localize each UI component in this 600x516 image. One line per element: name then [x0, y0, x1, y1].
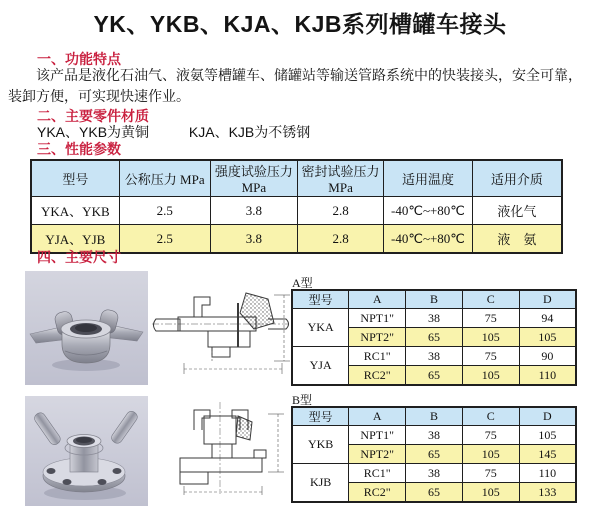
header-cell-d: D [519, 290, 576, 309]
cell: 38 [406, 426, 463, 445]
performance-table [30, 159, 563, 254]
page-title: YK、YKB、KJA、KJB系列槽罐车接头 [93, 11, 507, 37]
coupling-section-drawing-b-image [158, 400, 286, 496]
cell: 2.5 [119, 197, 210, 225]
cell: NPT2" [349, 328, 406, 347]
cell: 90 [519, 347, 576, 366]
cell: 105 [462, 483, 519, 503]
coupling-section-drawing-a [150, 283, 292, 375]
cam-coupling-photo-image [25, 271, 148, 385]
cell: 94 [519, 309, 576, 328]
cell: 110 [519, 366, 576, 386]
table-row [292, 464, 576, 483]
dim-table-b [291, 406, 577, 503]
cell: RC2" [349, 366, 406, 386]
cam-coupling-photo [25, 271, 148, 385]
section-dimensions-heading: 四、主要尺寸 [37, 249, 121, 265]
model-cell: KJB [292, 464, 349, 503]
cell: 65 [406, 328, 463, 347]
header-cell-model: 型号 [31, 160, 119, 197]
dim-table-a [291, 289, 577, 386]
cell: NPT1" [349, 426, 406, 445]
coupling-section-drawing-a-image [150, 283, 292, 375]
header-cell-c: C [462, 407, 519, 426]
cell: 75 [462, 464, 519, 483]
cell: -40℃~+80℃ [384, 197, 473, 225]
section-performance-heading: 三、性能参数 [37, 141, 121, 157]
cell: YKA、YKB [31, 197, 119, 225]
header-cell-a: A [349, 290, 406, 309]
model-cell: YKB [292, 426, 349, 464]
header-cell-temperature: 适用温度 [384, 160, 473, 197]
header-cell-medium: 适用介质 [472, 160, 562, 197]
performance-table-header [31, 160, 562, 197]
cell: RC1" [349, 464, 406, 483]
header-cell-nominal-pressure: 公称压力 MPa [119, 160, 210, 197]
cell: 38 [406, 464, 463, 483]
section-materials-heading: 二、主要零件材质 [37, 108, 149, 124]
cell: 75 [462, 309, 519, 328]
table-row [292, 426, 576, 445]
cell: RC1" [349, 347, 406, 366]
coupling-section-drawing-b [158, 400, 286, 496]
cell: 75 [462, 347, 519, 366]
cell: 110 [519, 464, 576, 483]
section-features-heading: 一、功能特点 [37, 51, 121, 67]
cell: 3.8 [210, 225, 297, 254]
model-cell: YKA [292, 309, 349, 347]
header-cell-strength-pressure: 强度试验压力MPa [210, 160, 297, 197]
table-row [292, 309, 576, 328]
cell: 105 [519, 426, 576, 445]
model-cell: YJA [292, 347, 349, 386]
cell: 105 [462, 366, 519, 386]
cell: 2.8 [297, 197, 383, 225]
cell: NPT2" [349, 445, 406, 464]
cell: 液 氨 [472, 225, 562, 254]
cell: 145 [519, 445, 576, 464]
table-row [292, 347, 576, 366]
dim-table-b-label: B型 [292, 393, 313, 407]
header-cell-b: B [406, 290, 463, 309]
cell: -40℃~+80℃ [384, 225, 473, 254]
cell: 38 [406, 347, 463, 366]
header-cell-model: 型号 [292, 290, 349, 309]
header-cell-model: 型号 [292, 407, 349, 426]
cell: 65 [406, 483, 463, 503]
header-cell-a: A [349, 407, 406, 426]
cell: 105 [519, 328, 576, 347]
cell: 38 [406, 309, 463, 328]
table-row [31, 197, 562, 225]
cell: 3.8 [210, 197, 297, 225]
header-cell-b: B [406, 407, 463, 426]
header-cell-d: D [519, 407, 576, 426]
header-cell-seal-pressure: 密封试验压力MPa [297, 160, 383, 197]
section-features-body: 该产品是液化石油气、液氨等槽罐车、储罐站等输送管路系统中的快装接头，安全可靠，装卸方便，可实现快速作业。 [8, 67, 582, 104]
flanged-coupling-photo-image [25, 396, 148, 506]
cell: 75 [462, 426, 519, 445]
cell: 液化气 [472, 197, 562, 225]
cell: NPT1" [349, 309, 406, 328]
cell: 2.8 [297, 225, 383, 254]
cell: 133 [519, 483, 576, 503]
dim-table-a-label: A型 [292, 276, 313, 290]
cell: 105 [462, 445, 519, 464]
cell: 2.5 [119, 225, 210, 254]
cell: 65 [406, 445, 463, 464]
flanged-coupling-photo [25, 396, 148, 506]
material-stainless-text: KJA、KJB为不锈钢 [188, 124, 311, 140]
cell: 105 [462, 328, 519, 347]
cell: RC2" [349, 483, 406, 503]
cell: 65 [406, 366, 463, 386]
cell: YJA、YJB [31, 225, 119, 254]
header-cell-c: C [462, 290, 519, 309]
material-brass-text: YKA、YKB为黄铜 [37, 124, 150, 140]
